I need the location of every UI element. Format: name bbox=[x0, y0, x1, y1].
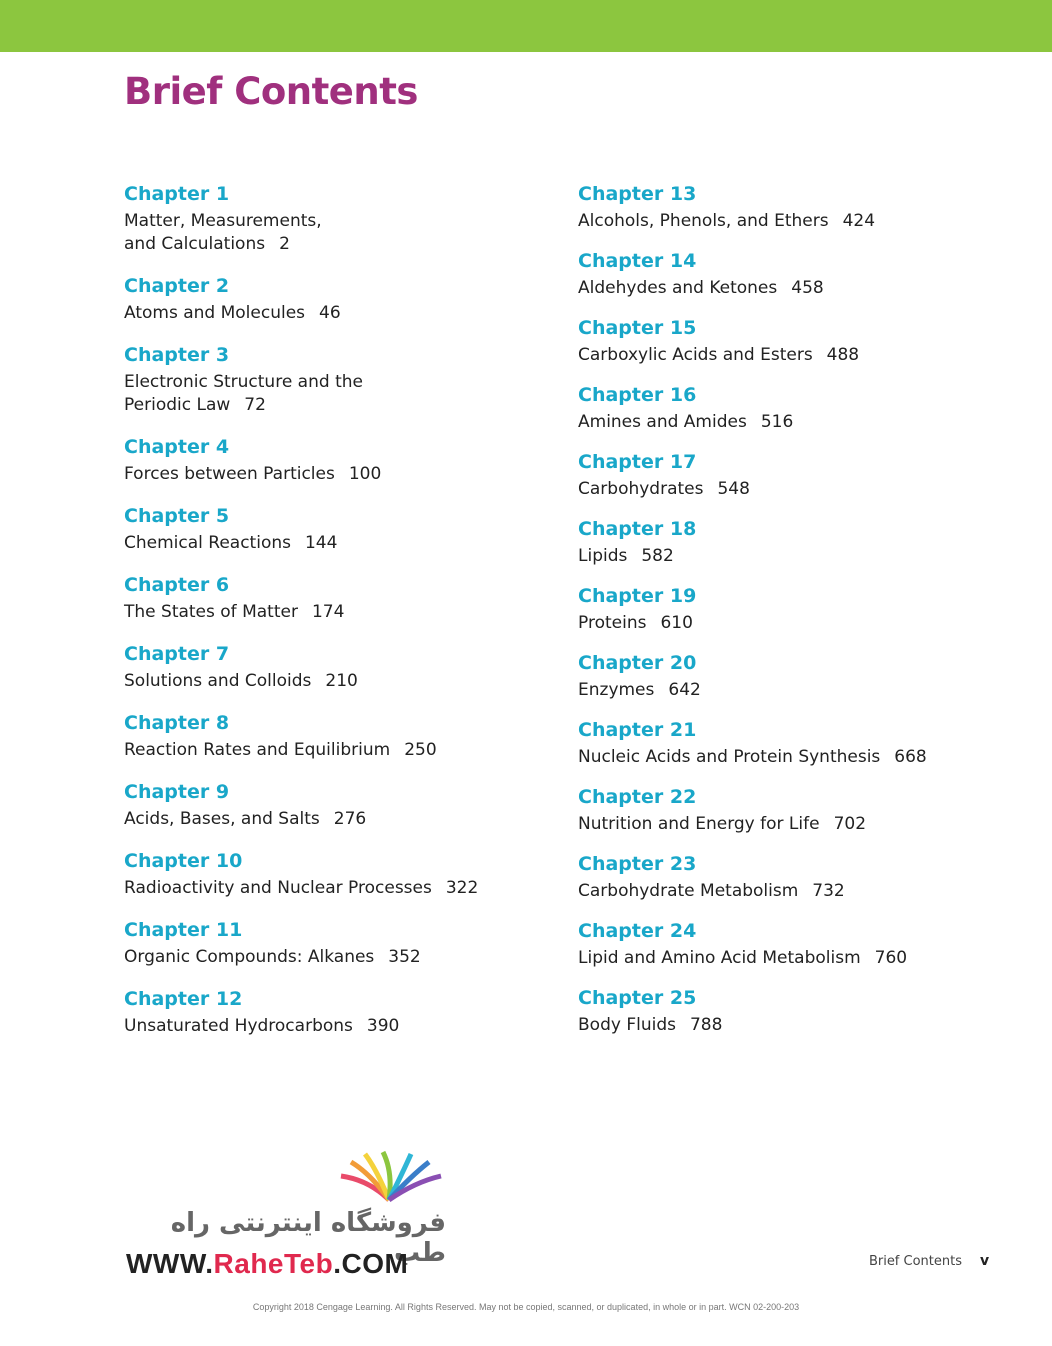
chapter-title-line bbox=[578, 1014, 1008, 1037]
chapter-title-line bbox=[578, 545, 1008, 568]
chapter-entry[interactable] bbox=[578, 918, 1008, 970]
chapter-title bbox=[124, 601, 554, 624]
chapter-title-line bbox=[578, 612, 1008, 635]
chapter-entry[interactable] bbox=[124, 503, 554, 555]
chapter-title-line bbox=[578, 478, 1008, 501]
chapter-label: Chapter 9 bbox=[124, 781, 230, 803]
chapter-title-line bbox=[578, 411, 1008, 434]
chapter-entry[interactable] bbox=[124, 342, 554, 417]
chapter-title-line bbox=[124, 463, 554, 486]
chapter-title-text: Carbohydrate Metabolism bbox=[578, 881, 799, 901]
chapter-entry[interactable] bbox=[578, 717, 1008, 769]
chapter-page-number: 250 bbox=[404, 740, 437, 760]
chapter-entry[interactable] bbox=[578, 248, 1008, 300]
chapter-title bbox=[124, 877, 554, 900]
chapter-page-number: 488 bbox=[826, 345, 860, 365]
chapter-entry[interactable] bbox=[578, 449, 1008, 501]
chapter-page-number: 788 bbox=[689, 1015, 723, 1035]
chapter-title bbox=[578, 277, 1008, 300]
chapter-label: Chapter 6 bbox=[124, 574, 230, 596]
chapter-title bbox=[578, 411, 1008, 434]
chapter-title bbox=[578, 210, 1008, 233]
chapter-label: Chapter 10 bbox=[124, 850, 243, 872]
chapter-title bbox=[578, 679, 1008, 702]
toc-left-column bbox=[124, 181, 554, 1055]
chapter-title-line bbox=[124, 601, 554, 624]
chapter-title-text: Atoms and Molecules bbox=[124, 303, 306, 323]
chapter-page-number: 760 bbox=[874, 948, 908, 968]
chapter-title-text: Lipids bbox=[578, 546, 628, 566]
chapter-title-text: Radioactivity and Nuclear Processes bbox=[124, 878, 432, 898]
chapter-title-text: Amines and Amides bbox=[578, 412, 747, 432]
chapter-label: Chapter 11 bbox=[124, 919, 243, 941]
chapter-title-line bbox=[124, 1015, 554, 1038]
chapter-page-number: 2 bbox=[279, 234, 290, 254]
chapter-title bbox=[124, 210, 554, 256]
chapter-page-number: 174 bbox=[311, 602, 345, 622]
chapter-title-line bbox=[124, 394, 554, 417]
chapter-entry[interactable] bbox=[124, 273, 554, 325]
chapter-label: Chapter 12 bbox=[124, 988, 243, 1010]
chapter-title-text: Reaction Rates and Equilibrium bbox=[124, 740, 391, 760]
chapter-entry[interactable] bbox=[124, 917, 554, 969]
copyright-notice: Copyright 2018 Cengage Learning. All Rights Reserved. May not be copied, scanned, or duplicated, in whole or in part. WCN 02-200-203 bbox=[252, 1302, 800, 1312]
chapter-entry[interactable] bbox=[124, 986, 554, 1038]
watermark-url bbox=[126, 1248, 408, 1280]
chapter-title bbox=[578, 612, 1008, 635]
footer-section-label: Brief Contents bbox=[868, 1254, 962, 1269]
chapter-title-text: Lipid and Amino Acid Metabolism bbox=[578, 948, 861, 968]
watermark-logo bbox=[124, 1150, 454, 1280]
chapter-title bbox=[124, 532, 554, 555]
chapter-title bbox=[124, 463, 554, 486]
chapter-page-number: 72 bbox=[244, 395, 266, 415]
open-book-icon bbox=[329, 1150, 449, 1206]
chapter-title-line bbox=[124, 670, 554, 693]
chapter-title bbox=[124, 946, 554, 969]
top-color-band bbox=[0, 0, 1052, 52]
chapter-title bbox=[578, 880, 1008, 903]
chapter-title-text: Nucleic Acids and Protein Synthesis bbox=[578, 747, 881, 767]
chapter-label: Chapter 25 bbox=[578, 987, 697, 1009]
chapter-entry[interactable] bbox=[124, 434, 554, 486]
chapter-title-text: Chemical Reactions bbox=[124, 533, 291, 553]
chapter-title-text: Carboxylic Acids and Esters bbox=[578, 345, 813, 365]
chapter-page-number: 46 bbox=[319, 303, 341, 323]
chapter-title-text: Aldehydes and Ketones bbox=[578, 278, 778, 298]
chapter-label: Chapter 13 bbox=[578, 183, 697, 205]
chapter-title-line bbox=[124, 302, 554, 325]
chapter-label: Chapter 24 bbox=[578, 920, 697, 942]
chapter-entry[interactable] bbox=[578, 315, 1008, 367]
watermark-url-prefix: WWW. bbox=[126, 1248, 214, 1279]
chapter-label: Chapter 20 bbox=[578, 652, 697, 674]
chapter-title-line bbox=[124, 739, 554, 762]
chapter-page-number: 516 bbox=[760, 412, 794, 432]
chapter-page-number: 144 bbox=[304, 533, 338, 553]
chapter-title bbox=[578, 813, 1008, 836]
chapter-entry[interactable] bbox=[578, 583, 1008, 635]
chapter-title bbox=[578, 746, 1008, 769]
chapter-label: Chapter 4 bbox=[124, 436, 230, 458]
chapter-label: Chapter 16 bbox=[578, 384, 697, 406]
chapter-title-text: Solutions and Colloids bbox=[124, 671, 312, 691]
chapter-label: Chapter 22 bbox=[578, 786, 697, 808]
chapter-entry[interactable] bbox=[124, 848, 554, 900]
chapter-title-line bbox=[578, 210, 1008, 233]
chapter-label: Chapter 1 bbox=[124, 183, 230, 205]
chapter-title-text: Forces between Particles bbox=[124, 464, 335, 484]
chapter-page-number: 352 bbox=[388, 947, 421, 967]
chapter-label: Chapter 14 bbox=[578, 250, 697, 272]
chapter-title-line bbox=[578, 746, 1008, 769]
chapter-title-line bbox=[578, 813, 1008, 836]
chapter-entry[interactable] bbox=[578, 181, 1008, 233]
chapter-title-line bbox=[124, 946, 554, 969]
chapter-label: Chapter 7 bbox=[124, 643, 230, 665]
chapter-label: Chapter 17 bbox=[578, 451, 697, 473]
chapter-title bbox=[578, 344, 1008, 367]
chapter-title-line: Matter, Measurements, bbox=[124, 211, 322, 231]
chapter-title-text: Acids, Bases, and Salts bbox=[124, 809, 320, 829]
chapter-title bbox=[124, 808, 554, 831]
chapter-title-text: Organic Compounds: Alkanes bbox=[124, 947, 375, 967]
chapter-title-line bbox=[124, 532, 554, 555]
chapter-page-number: 458 bbox=[791, 278, 824, 298]
chapter-title bbox=[578, 478, 1008, 501]
chapter-page-number: 424 bbox=[842, 211, 876, 231]
chapter-title bbox=[578, 545, 1008, 568]
chapter-title-text: The States of Matter bbox=[124, 602, 298, 622]
chapter-label: Chapter 21 bbox=[578, 719, 697, 741]
chapter-title-text: and Calculations bbox=[124, 234, 266, 254]
chapter-page-number: 642 bbox=[668, 680, 701, 700]
chapter-title bbox=[124, 1015, 554, 1038]
chapter-title-line bbox=[578, 679, 1008, 702]
chapter-title-line bbox=[124, 877, 554, 900]
chapter-title-text: Nutrition and Energy for Life bbox=[578, 814, 820, 834]
chapter-page-number: 548 bbox=[717, 479, 750, 499]
chapter-title-text: Periodic Law bbox=[124, 395, 231, 415]
chapter-entry[interactable] bbox=[124, 181, 554, 256]
chapter-entry[interactable] bbox=[124, 779, 554, 831]
watermark-url-suffix: .COM bbox=[333, 1248, 409, 1279]
chapter-page-number: 732 bbox=[812, 881, 845, 901]
chapter-label: Chapter 3 bbox=[124, 344, 230, 366]
chapter-title-text: Unsaturated Hydrocarbons bbox=[124, 1016, 353, 1036]
chapter-title-line: Electronic Structure and the bbox=[124, 372, 363, 392]
chapter-page-number: 322 bbox=[445, 878, 479, 898]
chapter-label: Chapter 8 bbox=[124, 712, 230, 734]
toc-right-column bbox=[578, 181, 1008, 1052]
chapter-entry[interactable] bbox=[578, 516, 1008, 568]
chapter-title-text: Enzymes bbox=[578, 680, 655, 700]
chapter-page-number: 100 bbox=[348, 464, 382, 484]
chapter-title-line bbox=[578, 344, 1008, 367]
chapter-title-text: Proteins bbox=[578, 613, 647, 633]
chapter-title-text: Body Fluids bbox=[578, 1015, 676, 1035]
chapter-page-number: 610 bbox=[660, 613, 693, 633]
watermark-persian-text: فروشگاه اینترنتی راه طب bbox=[170, 1208, 446, 1268]
chapter-label: Chapter 19 bbox=[578, 585, 697, 607]
chapter-title-line bbox=[578, 880, 1008, 903]
chapter-label: Chapter 15 bbox=[578, 317, 697, 339]
watermark-url-brand: RaheTeb bbox=[213, 1248, 334, 1279]
chapter-entry[interactable] bbox=[578, 784, 1008, 836]
chapter-entry[interactable] bbox=[578, 985, 1008, 1037]
chapter-title bbox=[124, 371, 554, 417]
chapter-title-line bbox=[578, 277, 1008, 300]
chapter-label: Chapter 18 bbox=[578, 518, 697, 540]
chapter-page-number: 702 bbox=[833, 814, 867, 834]
chapter-entry[interactable] bbox=[578, 650, 1008, 702]
chapter-title bbox=[124, 670, 554, 693]
chapter-title-line bbox=[124, 808, 554, 831]
chapter-title-line bbox=[124, 233, 554, 256]
chapter-entry[interactable] bbox=[124, 710, 554, 762]
chapter-label: Chapter 2 bbox=[124, 275, 230, 297]
chapter-label: Chapter 23 bbox=[578, 853, 697, 875]
page-title: Brief Contents bbox=[124, 70, 418, 113]
chapter-title bbox=[578, 1014, 1008, 1037]
chapter-title bbox=[124, 302, 554, 325]
chapter-page-number: 668 bbox=[894, 747, 927, 767]
chapter-entry[interactable] bbox=[124, 641, 554, 693]
chapter-entry[interactable] bbox=[578, 851, 1008, 903]
chapter-title-text: Carbohydrates bbox=[578, 479, 704, 499]
chapter-label: Chapter 5 bbox=[124, 505, 230, 527]
footer-page-number: v bbox=[980, 1253, 990, 1269]
chapter-title-line bbox=[578, 947, 1008, 970]
chapter-title bbox=[578, 947, 1008, 970]
chapter-page-number: 210 bbox=[325, 671, 358, 691]
chapter-page-number: 582 bbox=[641, 546, 674, 566]
chapter-entry[interactable] bbox=[578, 382, 1008, 434]
chapter-page-number: 276 bbox=[333, 809, 367, 829]
chapter-title-text: Alcohols, Phenols, and Ethers bbox=[578, 211, 829, 231]
chapter-title bbox=[124, 739, 554, 762]
chapter-page-number: 390 bbox=[366, 1016, 400, 1036]
chapter-entry[interactable] bbox=[124, 572, 554, 624]
